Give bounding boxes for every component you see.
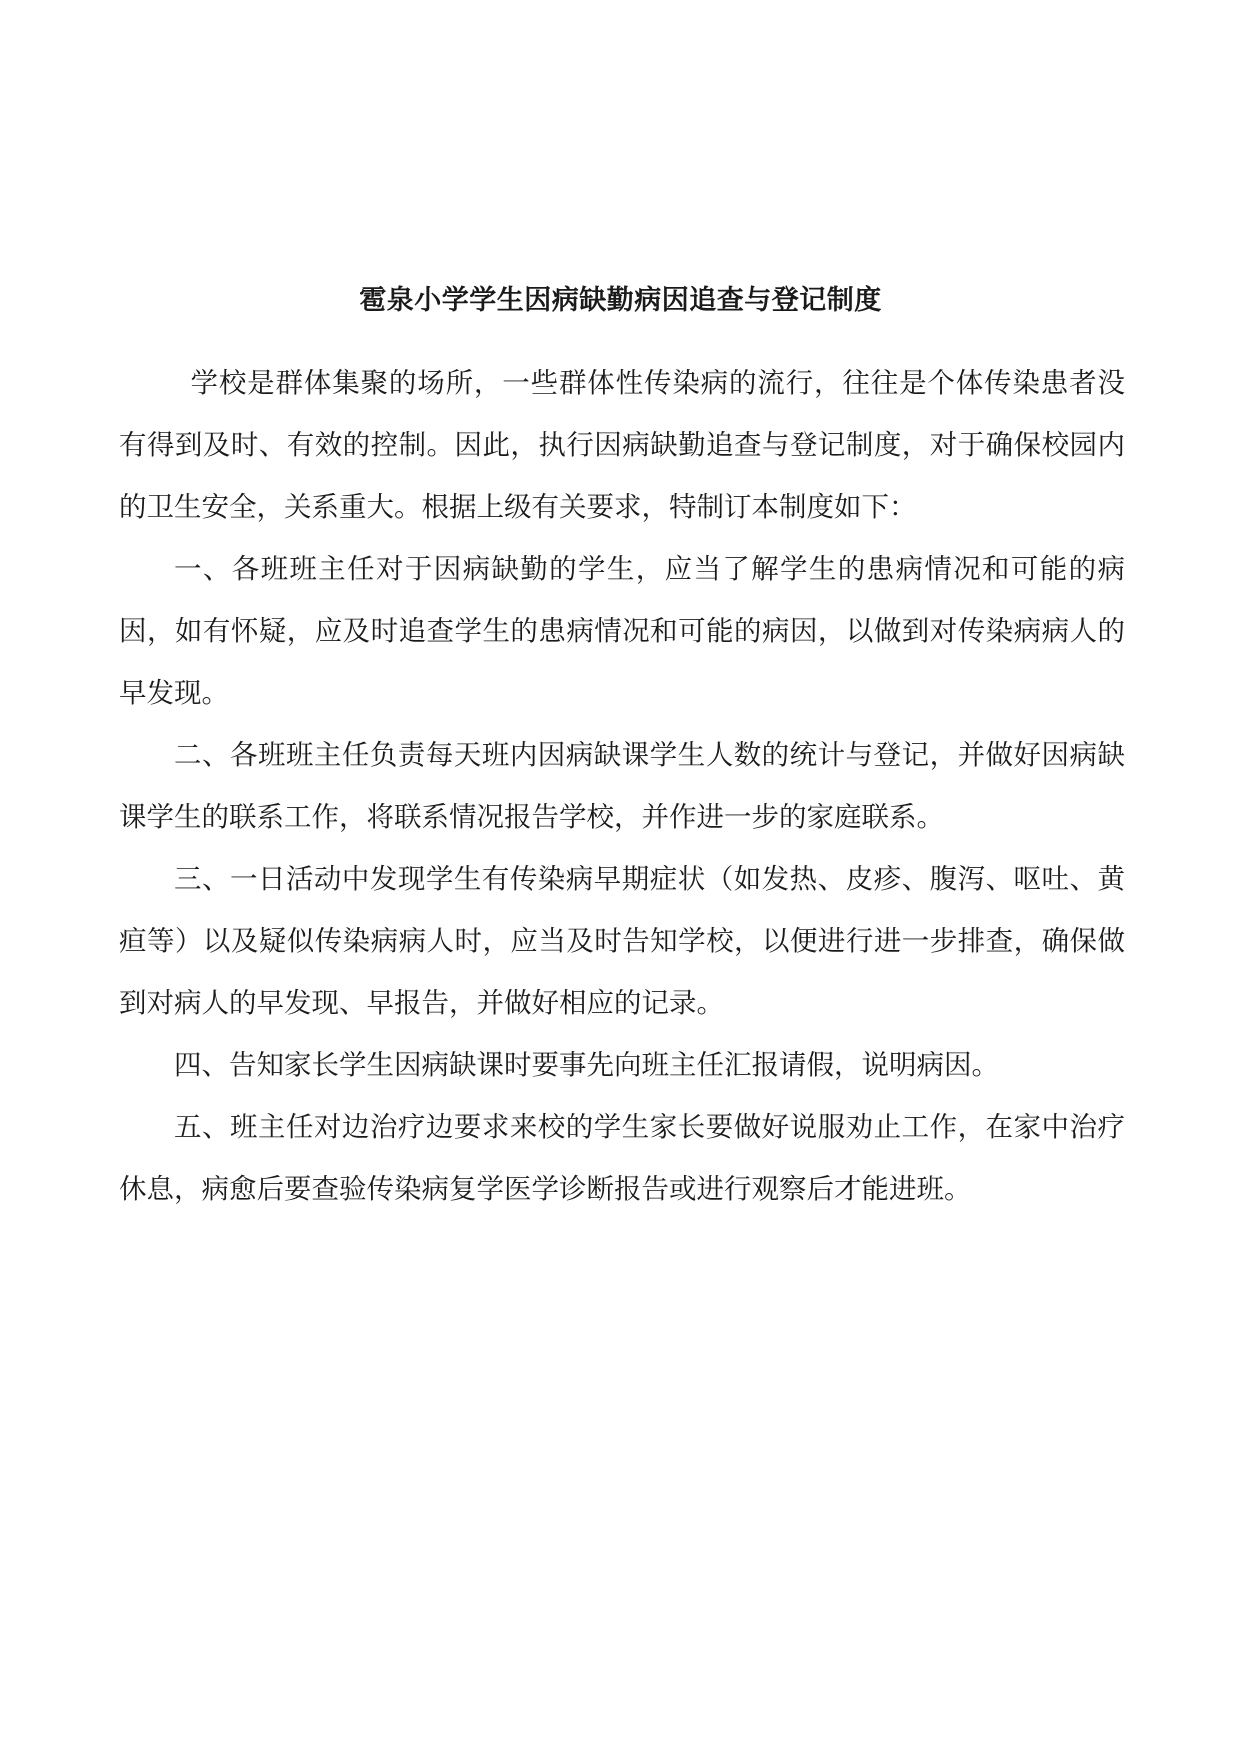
intro-paragraph: 学校是群体集聚的场所，一些群体性传染病的流行，往往是个体传染患者没有得到及时、有效的控制。因此，执行因病缺勤追查与登记制度，对于确保校园内的卫生安全，关系重大。根据上级有关要求，特制订本制度如下： bbox=[119, 367, 1125, 523]
document-title: 雹泉小学学生因病缺勤病因追查与登记制度 bbox=[359, 285, 882, 316]
clause-4-paragraph: 四、告知家长学生因病缺课时要事先向班主任汇报请假，说明病因。 bbox=[174, 1049, 999, 1081]
clause-5-paragraph: 五、班主任对边治疗边要求来校的学生家长要做好说服劝止工作，在家中治疗休息，病愈后要查验传染病复学医学诊断报告或进行观察后才能进班。 bbox=[119, 1111, 1125, 1205]
clause-2-paragraph: 二、各班班主任负责每天班内因病缺课学生人数的统计与登记，并做好因病缺课学生的联系工作，将联系情况报告学校，并作进一步的家庭联系。 bbox=[119, 739, 1125, 833]
document-body bbox=[119, 352, 1125, 1220]
clause-1-paragraph: 一、各班班主任对于因病缺勤的学生，应当了解学生的患病情况和可能的病因，如有怀疑，应及时追查学生的患病情况和可能的病因，以做到对传染病病人的早发现。 bbox=[119, 553, 1125, 709]
clause-3-paragraph: 三、一日活动中发现学生有传染病早期症状（如发热、皮疹、腹泻、呕吐、黄疸等）以及疑似传染病病人时，应当及时告知学校，以便进行进一步排查，确保做到对病人的早发现、早报告，并做好相应的记录。 bbox=[119, 863, 1125, 1019]
